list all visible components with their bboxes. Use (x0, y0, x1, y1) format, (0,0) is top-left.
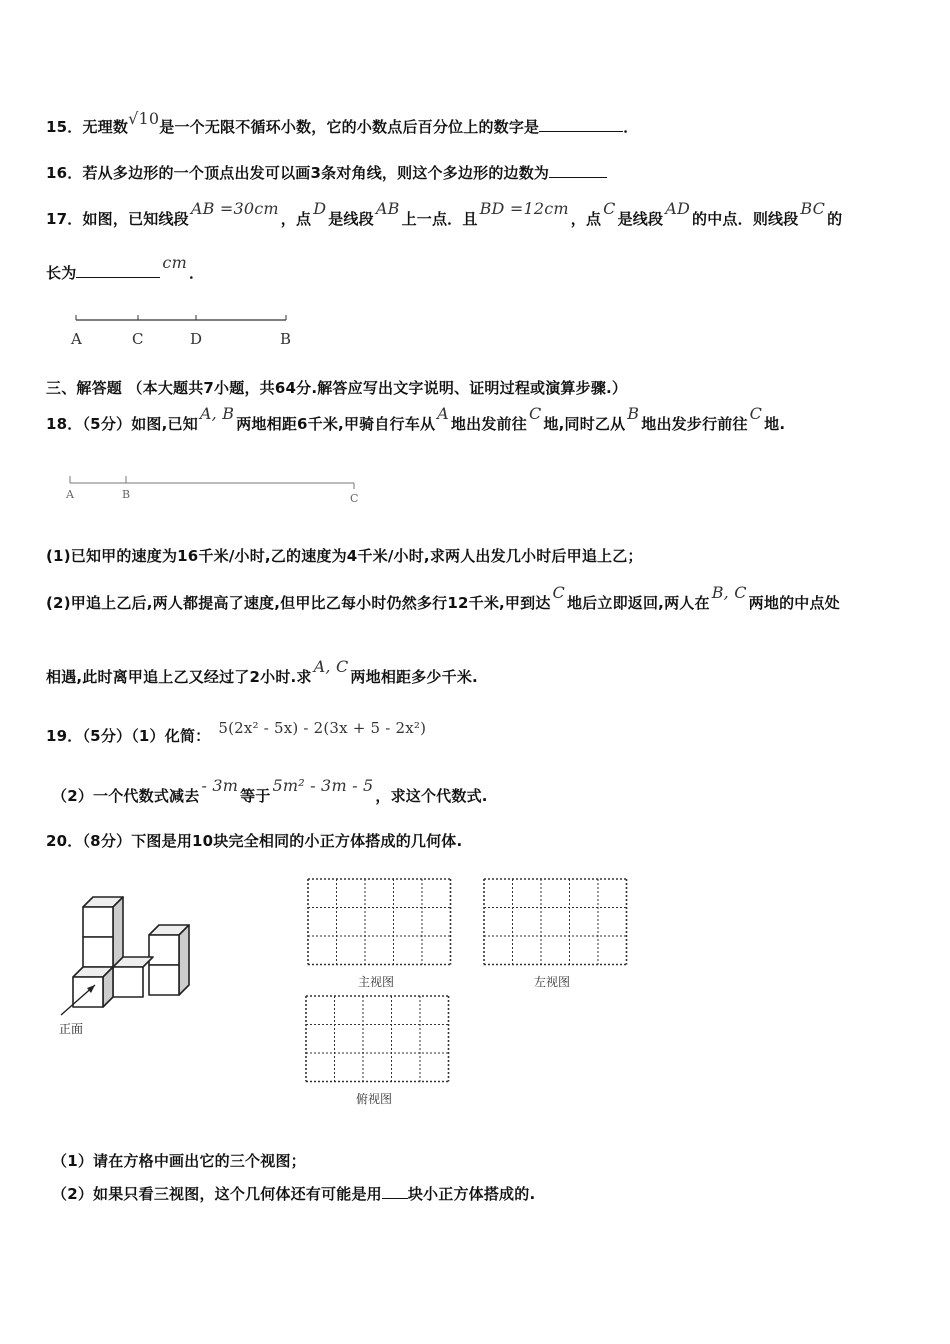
text: 是一个无限不循环小数，它的小数点后百分位上的数字是 (159, 118, 540, 136)
math: - 3m (201, 776, 239, 795)
math: C (528, 404, 542, 423)
text: （8分）下图是用10块完全相同的小正方体搭成的几何体. (82, 832, 463, 850)
math: AD (665, 199, 691, 218)
text: 的 (827, 210, 843, 228)
text: 两地的中点处 (748, 594, 840, 612)
text: (2)甲追上乙后,两人都提高了速度,但甲比乙每小时仍然多行12千米,甲到达 (46, 594, 551, 612)
text: 若从多边形的一个顶点出发可以画3条对角线，则这个多边形的边数为 (82, 164, 550, 182)
text: （5分）（1）化简： (82, 727, 211, 745)
question-18-part1: (1)已知甲的速度为16千米/小时,乙的速度为4千米/小时,求两人出发几小时后甲追上乙； (46, 547, 643, 565)
math: BC (800, 199, 826, 218)
text: 地出发步行前往 (641, 415, 748, 433)
cube-stack-figure (55, 895, 205, 1045)
point-label-c: C (350, 492, 359, 505)
question-16 (46, 162, 607, 183)
math: B, C (711, 583, 747, 602)
math: C (603, 199, 616, 218)
section-heading: 三、解答题 （本大题共7小题，共64分.解答应写出文字说明、证明过程或演算步骤.） (46, 379, 628, 397)
math: AB =30cm (190, 199, 279, 218)
math: 5m² - 3m - 5 (272, 776, 374, 795)
segment-figure-17 (60, 310, 310, 355)
grid-left-view[interactable] (481, 876, 631, 968)
question-17 (46, 199, 843, 229)
question-20-part1: （1）请在方格中画出它的三个视图； (52, 1152, 306, 1170)
point-label-a: A (71, 330, 82, 348)
question-20-part2 (52, 1183, 535, 1204)
point-label-a: A (66, 488, 74, 501)
grid-top-view[interactable] (303, 993, 453, 1085)
caption-top-view: 俯视图 (356, 1092, 393, 1106)
question-18-part2-cont (46, 657, 478, 687)
text: ． (623, 118, 639, 136)
text: （2）一个代数式减去 (52, 787, 200, 805)
math: D (313, 199, 327, 218)
text: 块小正方体搭成的. (407, 1185, 536, 1203)
question-20 (46, 830, 462, 851)
text: 地出发前往 (450, 415, 527, 433)
text: 地. (764, 415, 786, 433)
caption-left-view: 左视图 (534, 975, 571, 989)
question-number: 20． (46, 832, 83, 850)
question-19 (46, 719, 427, 746)
question-18 (46, 404, 786, 434)
text: 是线段 (617, 210, 664, 228)
question-number: 16． (46, 164, 83, 182)
text: 地,同时乙从 (543, 415, 626, 433)
text: 两地相距多少千米. (350, 668, 478, 686)
math: BD =12cm (479, 199, 569, 218)
text: ，点 (570, 210, 602, 228)
text: ，求这个代数式. (375, 787, 488, 805)
question-17-line2 (46, 253, 205, 283)
question-15 (46, 109, 639, 137)
text: 等于 (240, 787, 271, 805)
math: cm (162, 253, 187, 272)
answer-blank[interactable] (539, 117, 623, 132)
math: AB (375, 199, 400, 218)
answer-blank[interactable] (76, 263, 160, 278)
point-label-d: D (190, 330, 203, 348)
text: 地后立即返回,两人在 (566, 594, 710, 612)
text: 是线段 (328, 210, 374, 228)
text: ，点 (280, 210, 312, 228)
front-label: 正面 (59, 1022, 84, 1036)
math: A, C (313, 657, 349, 676)
caption-front-view: 主视图 (358, 975, 395, 989)
text: 如图，已知线段 (82, 210, 189, 228)
sqrt-10-expression: √10 (128, 109, 160, 128)
question-18-part2 (46, 583, 840, 613)
text: 的中点．则线段 (692, 210, 799, 228)
point-label-c: C (132, 330, 144, 348)
question-number: 15． (46, 118, 83, 136)
question-19-part2 (52, 776, 488, 806)
math: C (552, 583, 565, 602)
text: 两地相距6千米,甲骑自行车从 (236, 415, 436, 433)
text: 长为 (46, 264, 77, 282)
point-label-b: B (122, 488, 131, 501)
segment-figure-18 (58, 472, 368, 508)
math: A (437, 404, 449, 423)
text: 上一点．且 (401, 210, 478, 228)
text: （5分）如图,已知 (82, 415, 198, 433)
question-number: 19． (46, 727, 83, 745)
text: 相遇,此时离甲追上乙又经过了2小时.求 (46, 668, 312, 686)
math: C (749, 404, 763, 423)
question-number: 17． (46, 210, 83, 228)
answer-blank[interactable] (382, 1184, 408, 1199)
point-label-b: B (280, 330, 292, 348)
expression: 5(2x² - 5x) - 2(3x + 5 - 2x²) (218, 719, 427, 737)
math: B (627, 404, 640, 423)
question-number: 18． (46, 415, 83, 433)
math: A, B (199, 404, 235, 423)
text: （2）如果只看三视图，这个几何体还有可能是用 (52, 1185, 382, 1203)
text: ． (188, 264, 205, 282)
text: 无理数 (82, 118, 129, 136)
answer-blank[interactable] (549, 163, 607, 178)
grid-front-view[interactable] (305, 876, 455, 968)
